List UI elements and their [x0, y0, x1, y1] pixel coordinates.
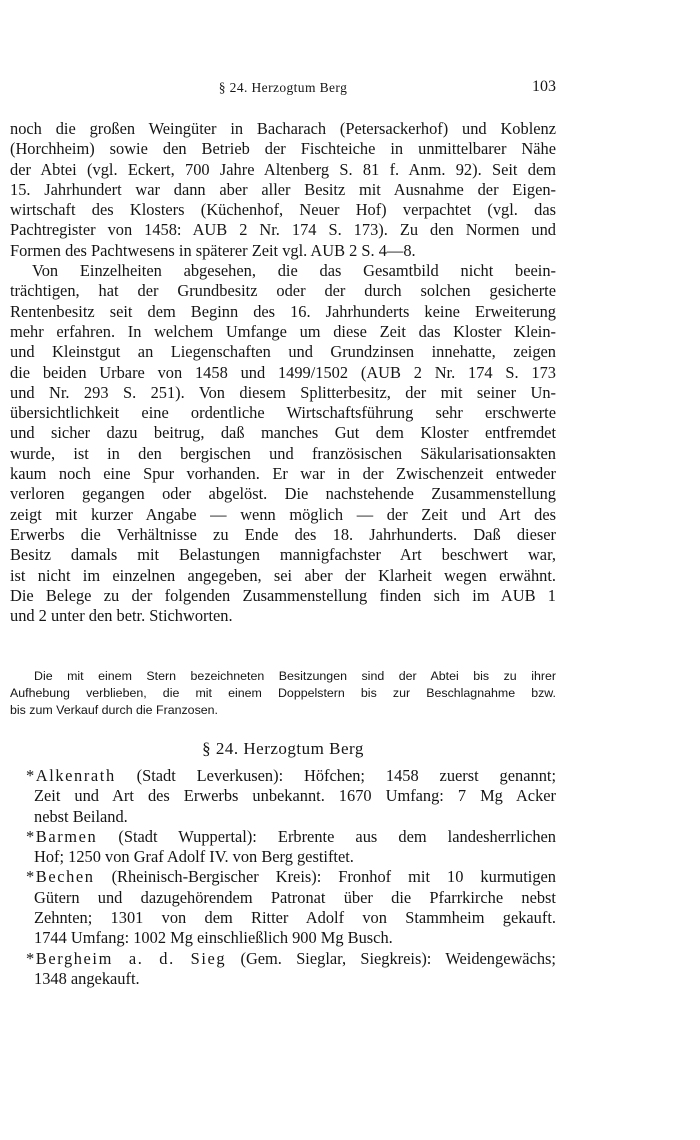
footnote	[10, 668, 556, 718]
paragraph-2	[10, 261, 556, 626]
text-line: wurde, ist in den bergischen und französischen Säkularisationsakten	[10, 443, 556, 463]
text-line: trächtigen, hat der Grundbesitz oder der durch solchen gesicherte	[10, 281, 556, 301]
body-text	[10, 119, 556, 626]
entry-line: Hof; 1250 von Graf Adolf IV. von Berg gestiftet.	[34, 847, 354, 867]
text-line: Pachtregister von 1458: AUB 2 Nr. 174 S. 173). Zu den Normen und	[10, 220, 556, 240]
entry-line: 1744 Umfang: 1002 Mg einschließlich 900 Mg Busch.	[34, 928, 393, 948]
text-line: Die Belege zu der folgenden Zusammenstellung finden sich im AUB 1	[10, 585, 556, 605]
text-line: verloren gegangen oder abgelöst. Die nachstehende Zusammenstellung	[10, 484, 556, 504]
entry-line: Zeit und Art des Erwerbs unbekannt. 1670 Umfang: 7 Mg Acker	[34, 786, 556, 806]
entry-list	[10, 766, 556, 989]
text-line: und 2 unter den betr. Stichworten.	[10, 606, 233, 626]
note-line: Die mit einem Stern bezeichneten Besitzungen sind der Abtei bis zu ihrer	[34, 669, 556, 683]
entry-line: 1348 angekauft.	[34, 968, 140, 988]
text-line: wirtschaft des Klosters (Küchenhof, Neuer Hof) verpachtet (vgl. das	[10, 200, 556, 220]
entry-line: Zehnten; 1301 von dem Ritter Adolf von Stammheim gekauft.	[34, 908, 556, 928]
text-line: mehr erfahren. In welchem Umfange um diese Zeit das Kloster Klein-	[10, 321, 556, 341]
text-line: Rentenbesitz seit dem Beginn des 16. Jahrhunderts keine Erweiterung	[10, 301, 556, 321]
text-line: kaum noch eine Spur vorhanden. Er war in der Zwischenzeit entweder	[10, 464, 556, 484]
entry-text: (Stadt Wuppertal): Erbrente aus dem landesherrlichen	[97, 826, 556, 846]
text-line: und sicher dazu beitrug, daß manches Gut dem Kloster entfremdet	[10, 423, 556, 443]
page-number: 103	[532, 78, 556, 95]
text-line: die beiden Urbare von 1458 und 1499/1502 (AUB 2 Nr. 174 S. 173	[10, 362, 556, 382]
text-line: 15. Jahrhundert war dann aber aller Besitz mit Ausnahme der Eigen-	[10, 179, 556, 199]
entry-barmen	[10, 827, 556, 868]
text-line: und Nr. 293 S. 251). Von diesem Splitterbesitz, der mit seiner Un-	[10, 382, 556, 402]
entry-text: (Rheinisch-Bergischer Kreis): Fronhof mit 10 kurmutigen	[94, 867, 556, 887]
text-line: noch die großen Weingüter in Bacharach (Petersackerhof) und Koblenz	[10, 119, 556, 138]
place-name: *Alkenrath	[26, 766, 116, 785]
entry-text: (Stadt Leverkusen): Höfchen; 1458 zuerst genannt;	[115, 766, 556, 785]
text-line: (Horchheim) sowie den Betrieb der Fischteiche in unmittelbarer Nähe	[10, 139, 556, 159]
note-line: Aufhebung verblieben, die mit einem Doppelstern bis zur Beschlagnahme bzw.	[10, 685, 556, 700]
text-line: Formen des Pachtwesens in späterer Zeit vgl. AUB 2 S. 4—8.	[10, 240, 416, 260]
entry-text: (Gem. Sieglar, Siegkreis): Weidengewächs;	[226, 948, 556, 968]
text-line: Erwerbs die Verhältnisse zu Ende des 18. Jahrhunderts. Daß dieser	[10, 524, 556, 544]
text-line: Besitz damals mit Belastungen mannigfachster Art beschwert war,	[10, 545, 556, 565]
place-name: *Bergheim a. d. Sieg	[26, 948, 227, 968]
entry-line: nebst Beiland.	[34, 806, 128, 826]
text-line: und Kleinstgut an Liegenschaften und Grundzinsen innehatte, zeigen	[10, 342, 556, 362]
place-name: *Barmen	[26, 826, 98, 846]
text-line: Von Einzelheiten abgesehen, die das Gesamtbild nicht beein-	[32, 261, 556, 281]
text-line: der Abtei (vgl. Eckert, 700 Jahre Altenberg S. 81 f. Anm. 92). Seit dem	[10, 159, 556, 179]
entry-bechen	[10, 867, 556, 948]
entry-line	[10, 949, 556, 969]
entry-line	[10, 766, 556, 786]
text-line: zeigt mit kurzer Angabe — wenn möglich — der Zeit und Art des	[10, 504, 556, 524]
entry-line	[10, 867, 556, 887]
section-heading: § 24. Herzogtum Berg	[202, 739, 364, 758]
running-head	[10, 80, 556, 100]
entry-line	[10, 827, 556, 847]
note-line: bis zum Verkauf durch die Franzosen.	[10, 702, 218, 717]
paragraph-1	[10, 119, 556, 261]
entry-alkenrath	[10, 766, 556, 827]
text-line: ist nicht im einzelnen angegeben, sei aber der Klarheit wegen erwähnt.	[10, 565, 556, 585]
entry-bergheim	[10, 949, 556, 990]
place-name: *Bechen	[26, 867, 95, 887]
text-line: übersichtlichkeit eine ordentliche Wirtschaftsführung sehr erschwerte	[10, 403, 556, 423]
entry-line: Gütern und dazugehörendem Patronat über die Pfarrkirche nebst	[34, 887, 556, 907]
running-head-title: § 24. Herzogtum Berg	[218, 80, 348, 95]
